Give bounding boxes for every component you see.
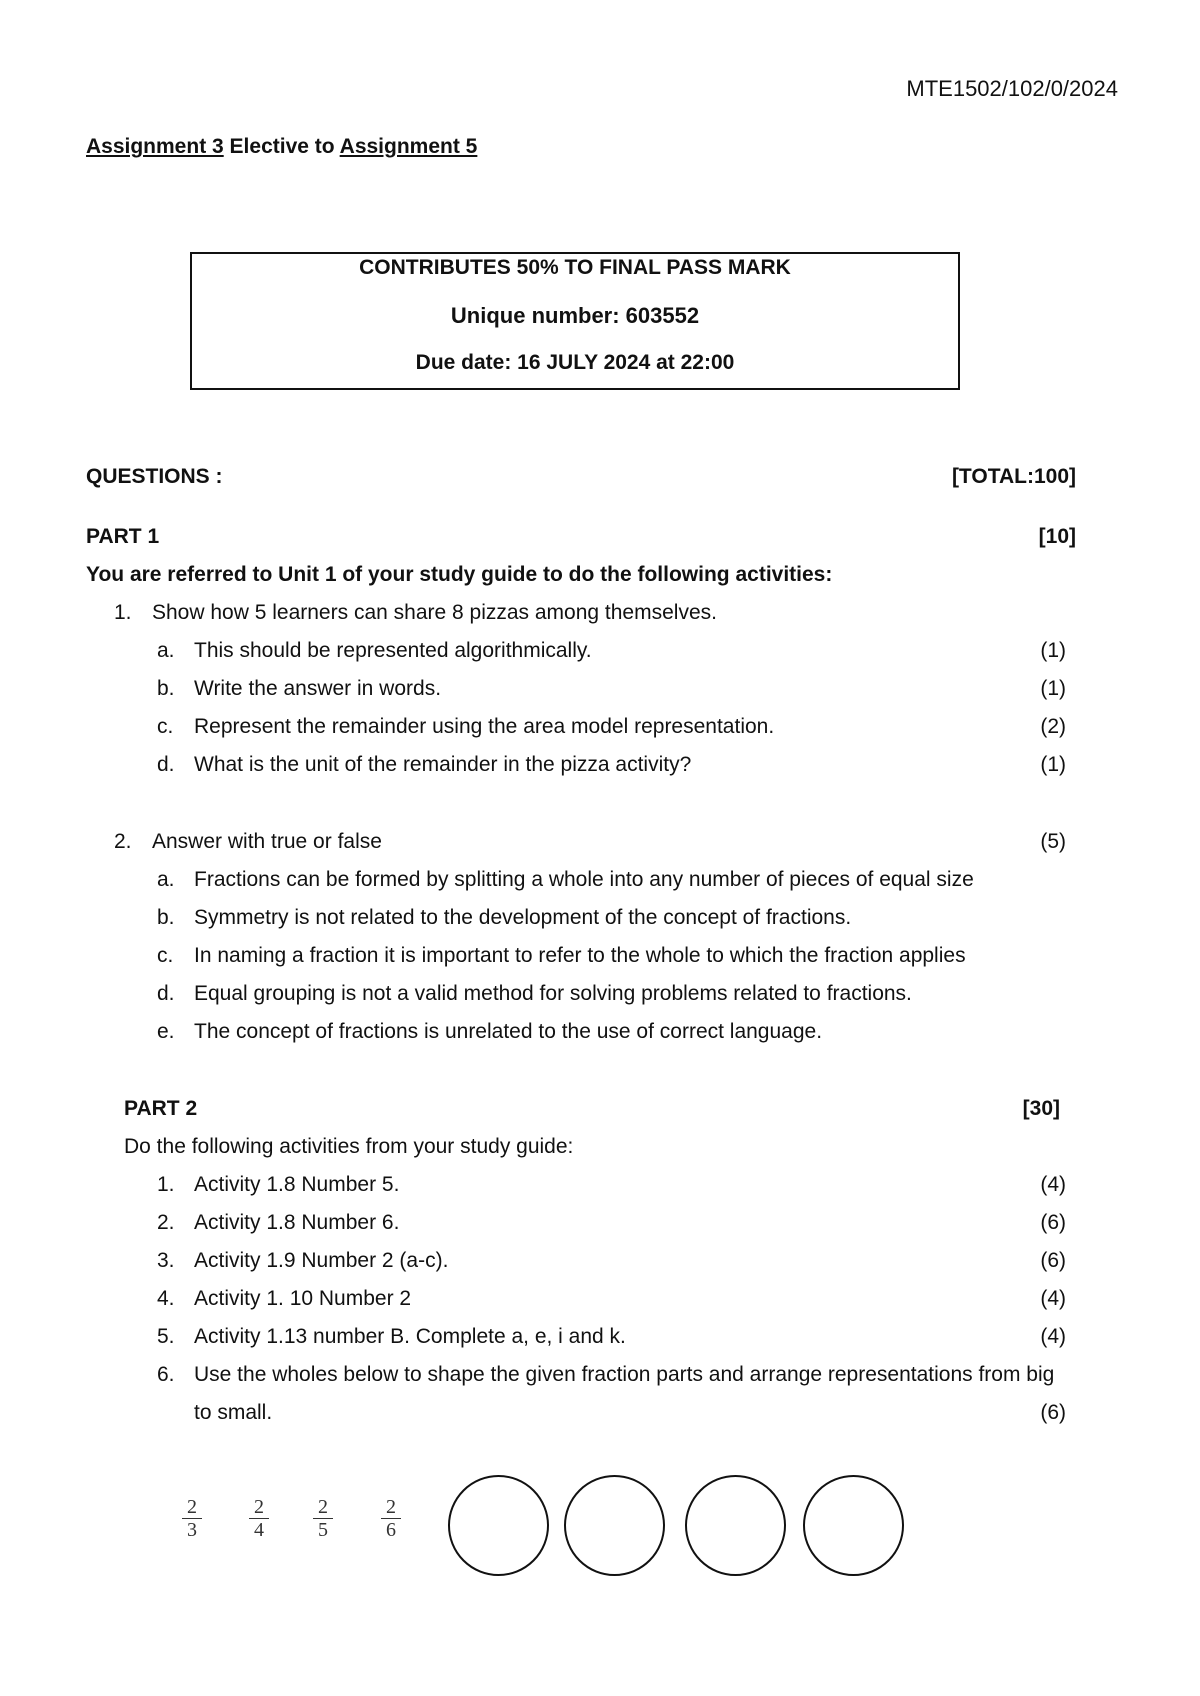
part2-item-number: 6. [157, 1363, 175, 1386]
part1-q2-number: 2. [114, 830, 132, 853]
whole-circle [448, 1475, 549, 1576]
info-box [190, 252, 960, 390]
fraction-numerator: 2 [254, 1496, 264, 1518]
document-code: MTE1502/102/0/2024 [906, 76, 1118, 101]
fraction-numerator: 2 [386, 1496, 396, 1518]
title-elective-to: Elective to [229, 135, 335, 158]
part1-q2-item-label: b. [157, 906, 175, 929]
part1-q1-item-label: b. [157, 677, 175, 700]
fraction-two-fifths [311, 1497, 335, 1540]
fraction-denominator: 4 [254, 1519, 264, 1541]
part2-item-number: 5. [157, 1325, 175, 1348]
part2-item-text: Activity 1. 10 Number 2 [194, 1287, 412, 1310]
part2-item-marks: (4) [1040, 1325, 1066, 1348]
fraction-numerator: 2 [318, 1496, 328, 1518]
total-marks: [TOTAL:100] [951, 465, 1076, 488]
part2-item-marks: (6) [1040, 1249, 1066, 1272]
part1-q1-item-text: Represent the remainder using the area model representation. [194, 715, 775, 738]
due-date: Due date: 16 JULY 2024 at 22:00 [415, 351, 735, 374]
whole-circle [685, 1475, 786, 1576]
part2-item-number: 2. [157, 1211, 175, 1234]
part1-q2-marks: (5) [1040, 830, 1066, 853]
part2-item-marks: (6) [1040, 1211, 1066, 1234]
part2-item-marks: (4) [1040, 1173, 1066, 1196]
part1-q2-item-text: In naming a fraction it is important to refer to the whole to which the fraction applies [194, 944, 966, 967]
part2-item-number: 4. [157, 1287, 175, 1310]
part2-item-text: Activity 1.8 Number 5. [194, 1173, 400, 1196]
fraction-two-thirds [180, 1497, 204, 1540]
part1-q2-text: Answer with true or false [152, 830, 382, 853]
part2-title: PART 2 [124, 1097, 198, 1120]
whole-circle [564, 1475, 665, 1576]
part1-q1-item-label: d. [157, 753, 175, 776]
part1-q1-item-marks: (1) [1040, 753, 1066, 776]
whole-circle [803, 1475, 904, 1576]
part1-q2-item-text: Equal grouping is not a valid method for solving problems related to fractions. [194, 982, 912, 1005]
fraction-denominator: 5 [318, 1519, 328, 1541]
fraction-denominator: 3 [187, 1519, 197, 1541]
part2-item-marks: (4) [1040, 1287, 1066, 1310]
part2-item-text: Use the wholes below to shape the given fraction parts and arrange representations from big [194, 1363, 1055, 1386]
part1-q1-item-marks: (1) [1040, 639, 1066, 662]
fraction-two-sixths [379, 1497, 403, 1540]
part2-instruction: Do the following activities from your study guide: [124, 1135, 574, 1158]
fraction-denominator: 6 [386, 1519, 396, 1541]
part1-q1-text: Show how 5 learners can share 8 pizzas among themselves. [152, 601, 717, 624]
part1-instruction: You are referred to Unit 1 of your study guide to do the following activities: [86, 563, 833, 586]
part1-q2-item-text: Fractions can be formed by splitting a whole into any number of pieces of equal size [194, 868, 974, 891]
part1-q2-item-label: d. [157, 982, 175, 1005]
title-assignment-5: Assignment 5 [339, 135, 478, 158]
part1-q2-item-label: c. [157, 944, 174, 967]
part1-q1-item-label: c. [157, 715, 174, 738]
fraction-numerator: 2 [187, 1496, 197, 1518]
part1-q1-item-text: This should be represented algorithmically. [194, 639, 592, 662]
part2-item-text: Activity 1.9 Number 2 (a-c). [194, 1249, 449, 1272]
part1-q1-item-text: Write the answer in words. [194, 677, 442, 700]
part1-q2-item-text: Symmetry is not related to the development of the concept of fractions. [194, 906, 852, 929]
questions-label: QUESTIONS : [86, 465, 223, 488]
fraction-two-quarters [247, 1497, 271, 1540]
part2-marks: [30] [1022, 1097, 1060, 1120]
title-assignment-3: Assignment 3 [86, 135, 224, 158]
part1-title: PART 1 [86, 525, 160, 548]
part1-q2-item-label: e. [157, 1020, 175, 1043]
part2-item-number: 1. [157, 1173, 175, 1196]
part1-q2-item-text: The concept of fractions is unrelated to the use of correct language. [194, 1020, 823, 1043]
unique-number: Unique number: 603552 [450, 303, 700, 328]
part2-item-number: 3. [157, 1249, 175, 1272]
part1-q2-item-label: a. [157, 868, 175, 891]
part1-q1-item-marks: (1) [1040, 677, 1066, 700]
part2-item-text: Activity 1.8 Number 6. [194, 1211, 400, 1234]
part2-item-text: Activity 1.13 number B. Complete a, e, i and k. [194, 1325, 626, 1348]
part1-q1-item-label: a. [157, 639, 175, 662]
part1-q1-item-marks: (2) [1040, 715, 1066, 738]
part1-q1-item-text: What is the unit of the remainder in the pizza activity? [194, 753, 692, 776]
part1-q1-number: 1. [114, 601, 132, 624]
part2-item6-marks: (6) [1040, 1401, 1066, 1424]
part2-item6-continuation: to small. [194, 1401, 273, 1424]
contribution-note: CONTRIBUTES 50% TO FINAL PASS MARK [359, 256, 791, 279]
part1-marks: [10] [1038, 525, 1076, 548]
assignment-title [86, 134, 477, 160]
